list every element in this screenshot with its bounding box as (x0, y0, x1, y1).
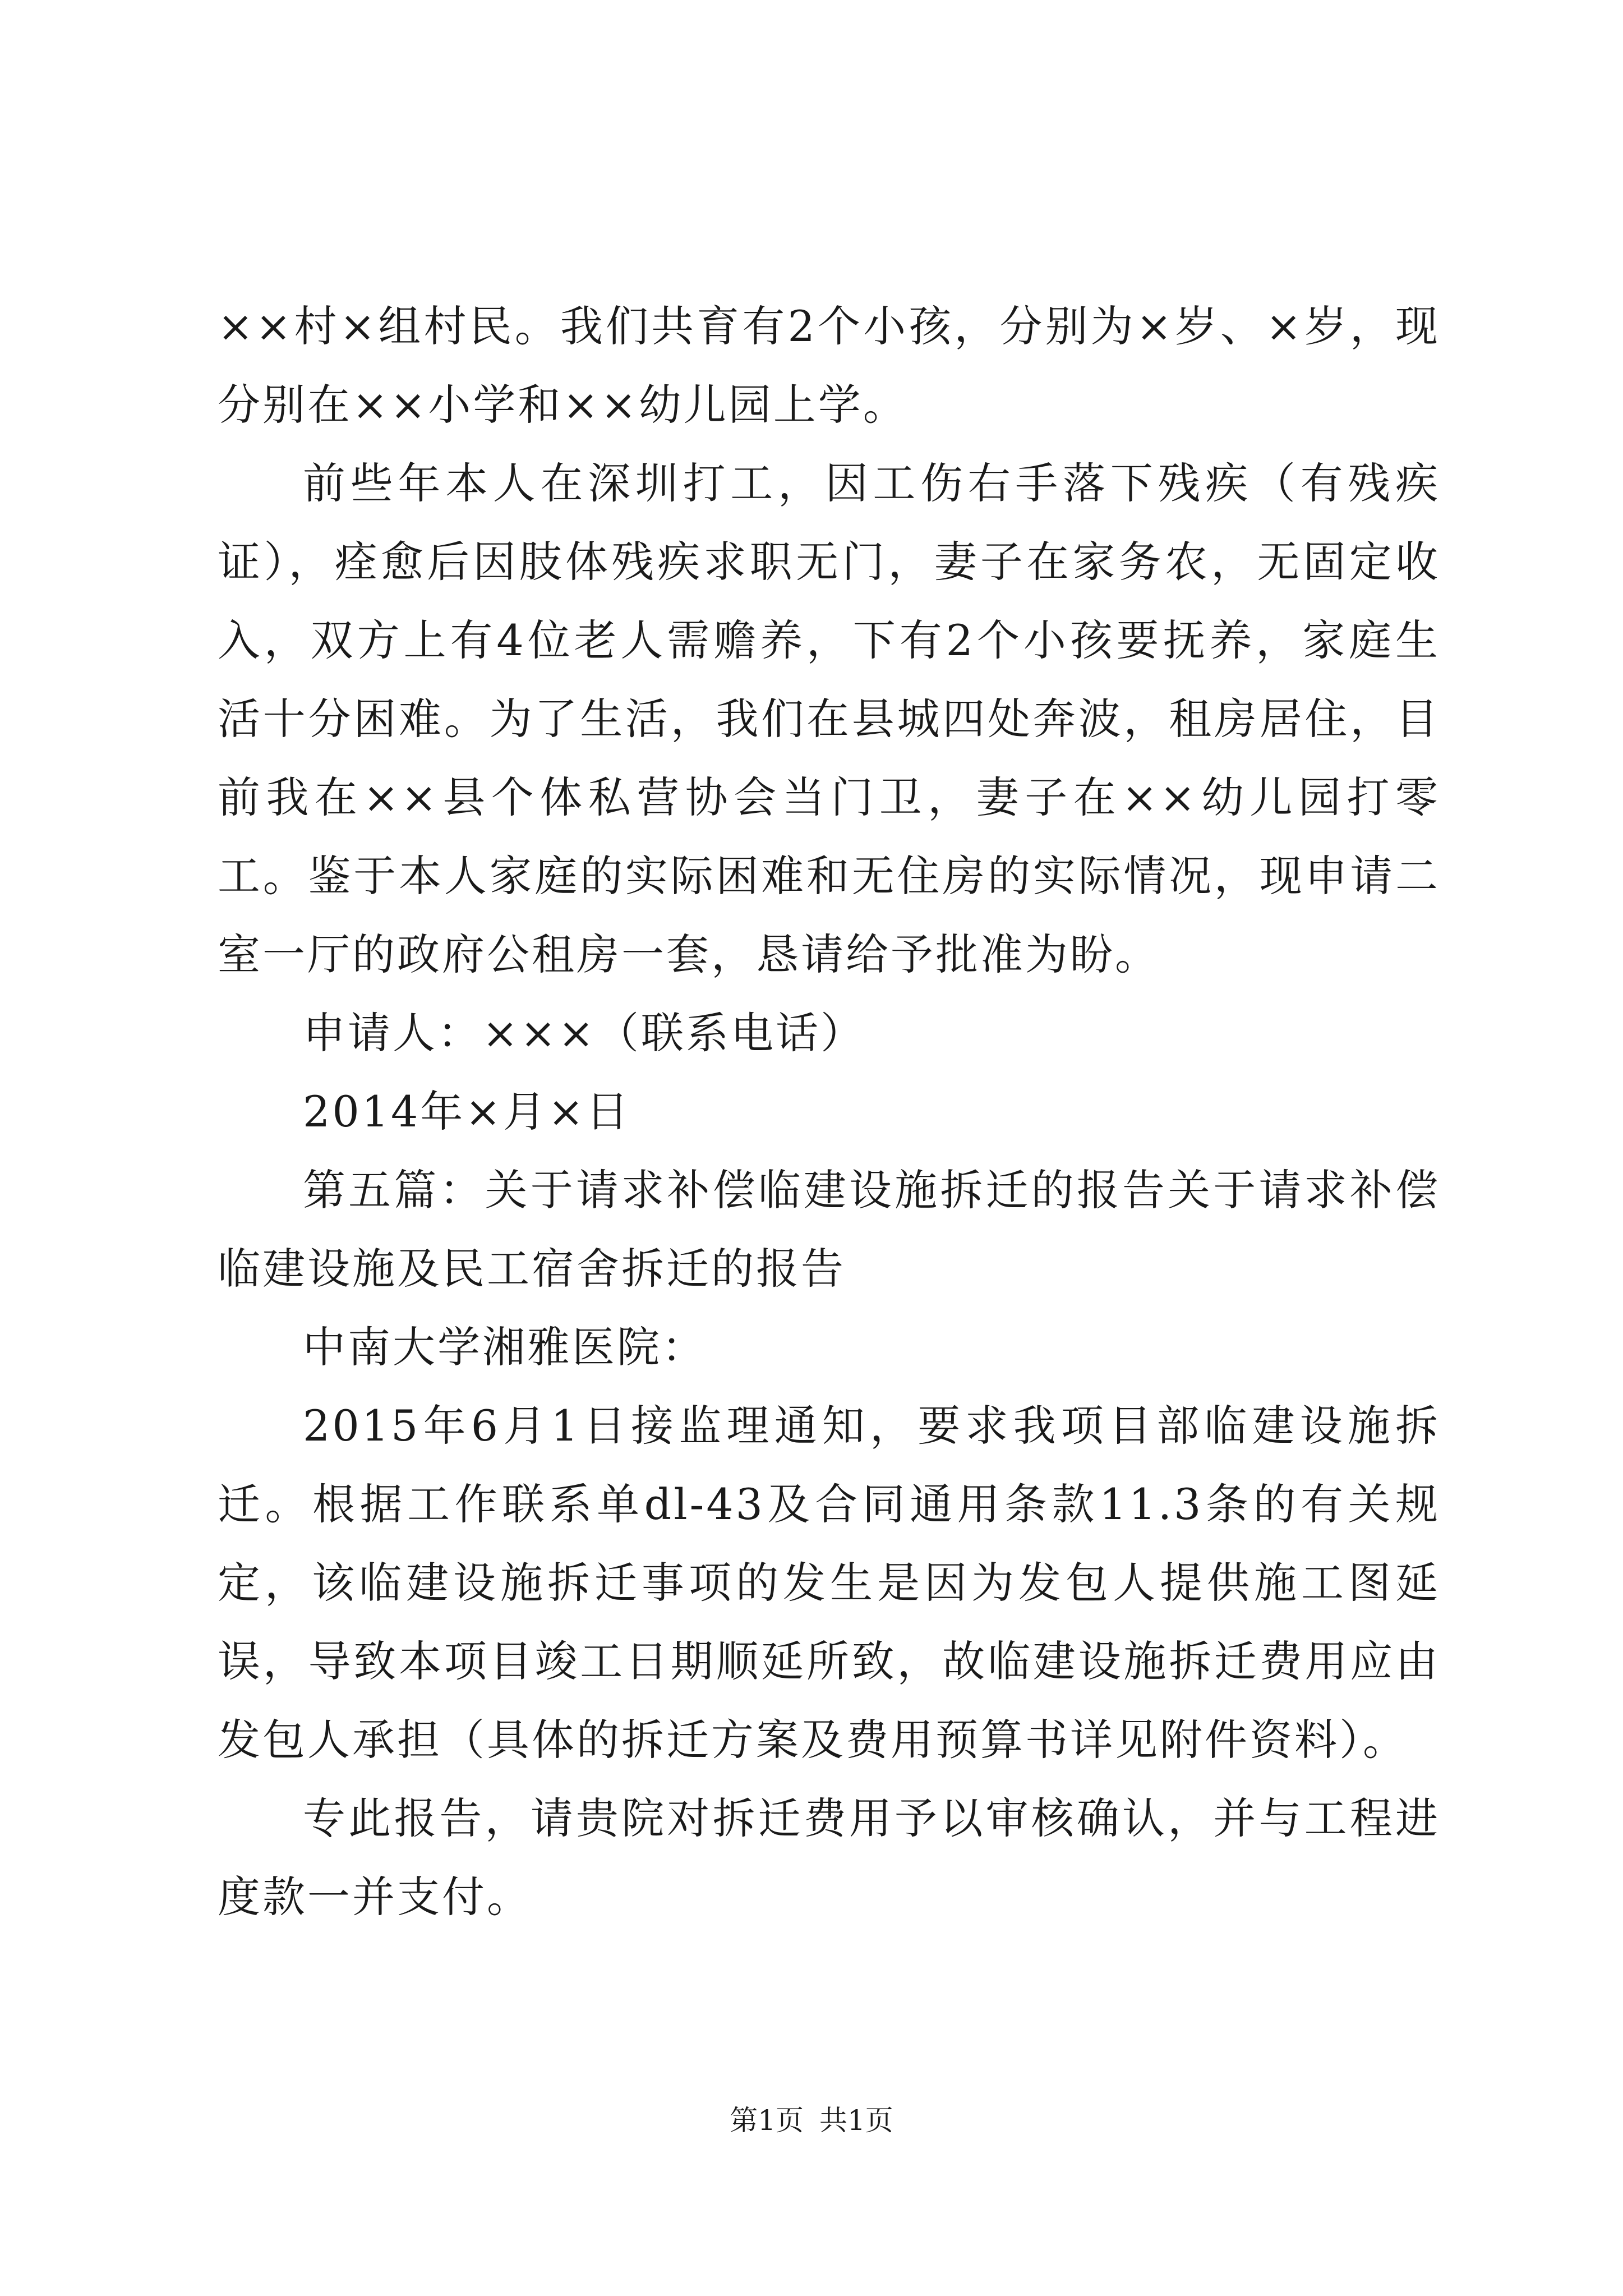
paragraph-7: 2015年6月1日接监理通知，要求我项目部临建设施拆迁。根据工作联系单dl-43及合同通用条款11.3条的有关规定，该临建设施拆迁事项的发生是因为发包人提供施工图延误，导致本项目竣工日期顺延所致，故临建设施拆迁费用应由发包人承担（具体的拆迁方案及费用预算书详见附件资料）。 (218, 1401, 1440, 1765)
date-line: 2014年×月×日 (303, 1087, 631, 1137)
section-title: 第五篇：关于请求补偿临建设施拆迁的报告关于请求补偿临建设施及民工宿舍拆迁的报告 (218, 1165, 1440, 1294)
applicant-line: 申请人：×××（联系电话） (303, 1008, 866, 1058)
paragraph-2: 前些年本人在深圳打工，因工伤右手落下残疾（有残疾证），痊愈后因肢体残疾求职无门，妻子在家务农，无固定收入，双方上有4位老人需赡养，下有2个小孩要抚养，家庭生活十分困难。为了生活，我们在县城四处奔波，租房居住，目前我在××县个体私营协会当门卫，妻子在××幼儿园打零工。鉴于本人家庭的实际困难和无住房的实际情况，现申请二室一厅的政府公租房一套，恳请给予批准为盼。 (218, 458, 1440, 979)
paragraph-1: ××村×组村民。我们共育有2个小孩，分别为×岁、×岁，现分别在××小学和××幼儿园上学。 (218, 301, 1440, 430)
page-total: 共1页 (819, 2104, 893, 2137)
page-number: 第1页 (730, 2104, 804, 2137)
paragraph-8: 专此报告，请贵院对拆迁费用予以审核确认，并与工程进度款一并支付。 (218, 1793, 1440, 1922)
page-footer (0, 2098, 1623, 2138)
addressee-line: 中南大学湘雅医院： (303, 1322, 707, 1372)
document-body (218, 287, 1440, 1936)
